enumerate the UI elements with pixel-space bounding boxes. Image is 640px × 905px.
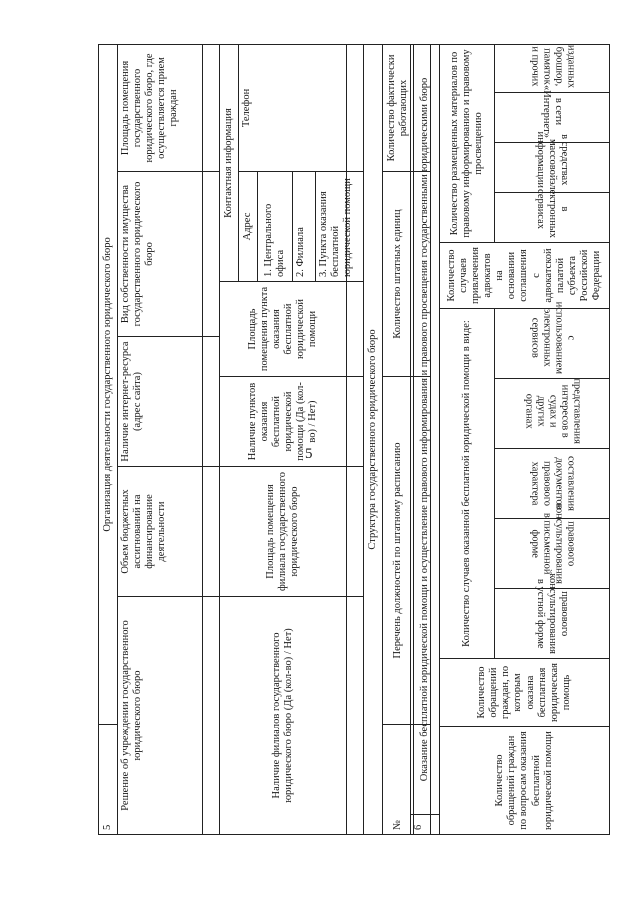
point-area-header: Площадь помещения пункта оказания бесплатной юридической помощи <box>220 282 347 377</box>
staff-units-header: Количество штатных единиц <box>383 172 414 377</box>
structure-number-header: № <box>383 725 414 835</box>
actual-staff-header: Количество фактически работающих <box>383 44 414 171</box>
empty-cell <box>347 377 364 467</box>
empty-cell <box>203 467 220 597</box>
materials-header: Количество размещенных материалов по правовому информированию и правовому просвещению <box>440 44 495 242</box>
empty-cell <box>203 597 220 835</box>
material-type-brochures <box>495 44 610 92</box>
case-type-written <box>495 503 610 589</box>
phone-header: Телефон <box>239 44 347 171</box>
address-item: 1. Центрального офиса <box>258 172 293 282</box>
case-type-representation <box>495 379 610 449</box>
page-number: 5 <box>305 446 313 462</box>
decision-header: Решение об учреждении государственного юридического бюро <box>118 597 203 835</box>
empty-cell <box>203 44 220 171</box>
empty-cell <box>203 172 220 337</box>
section6-table <box>410 44 610 835</box>
case-type-documents-label: составления документов правового характера <box>528 456 577 511</box>
section5-title: Организация деятельности государственного юридического бюро <box>99 44 118 724</box>
address-item <box>293 172 354 282</box>
case-type-representation-label: представления интересов в судах и других органах <box>522 378 583 444</box>
website-header: Наличие интернет-ресурса (адрес сайта) <box>118 337 203 467</box>
structure-title: Структура государственного юридического бюро <box>364 44 383 834</box>
empty-cell <box>203 337 220 467</box>
requests-header: Количество обращений граждан по вопросам оказания бесплатной юридической помощи <box>440 727 610 835</box>
office-area-header: Площадь помещения государственного юридического бюро, где осуществляется прием граждан <box>118 44 203 171</box>
case-type-electronic-label: с использованием электронных сервисов <box>528 301 577 375</box>
property-header: Вид собственности имущества государственного юридического бюро <box>118 172 203 337</box>
cases-header: Количество случаев оказанной бесплатной юридической помощи в виде: <box>440 309 495 659</box>
empty-cell <box>347 467 364 597</box>
section5-number: 5 <box>99 725 118 835</box>
material-type-media-label: в средствах массовой информации <box>534 131 571 189</box>
case-type-documents <box>495 449 610 519</box>
branches-header: Наличие филиалов государственного юридического бюро (Да (кол-во) / Нет) <box>220 597 347 835</box>
material-type-internet <box>495 84 610 143</box>
material-type-internet-label: в сети «Интернет» <box>541 84 565 139</box>
case-type-oral-label: правового консультирования в устной форме <box>534 573 571 655</box>
material-type-media <box>495 131 610 193</box>
lawyers-header: Количество случаев привлечения адвокатов на основании соглашения с адвокатской палатой субъекта Российской Федерации <box>440 243 610 309</box>
branch-area-header: Площадь помещения филиала государственного юридического бюро <box>220 467 347 597</box>
material-type-electronic-label: в электронных сервисах <box>534 180 571 239</box>
address-item-point: 3. Пункта оказания бесплатной юридической помощи <box>318 178 354 277</box>
section6-title: Оказание бесплатной юридической помощи и осуществление правового информирования и правового просвещения государственными юридическими бюро <box>411 44 440 814</box>
address-item-branch: 2. Филиала <box>293 172 316 281</box>
material-type-brochures-label: изданных брошюр, памяток и прочих <box>528 44 577 88</box>
case-type-electronic <box>495 301 610 379</box>
granted-header: Количество обращений граждан, по которым оказана бесплатная юридическая помощь <box>440 659 610 727</box>
points-header: Наличие пунктов оказания бесплатной юридической помощи (Да (кол-во) / Нет) <box>220 377 347 467</box>
section6-number: 6 <box>411 815 440 835</box>
rotated-page-content <box>80 45 640 845</box>
budget-header: Объем бюджетных ассигнований на финансирование деятельности <box>118 467 203 597</box>
material-type-electronic <box>495 180 610 243</box>
empty-cell <box>347 597 364 835</box>
section5-table <box>98 44 431 835</box>
contacts-header: Контактная информация <box>220 44 239 281</box>
empty-cell <box>347 44 364 171</box>
empty-cell <box>347 282 364 377</box>
case-type-oral <box>495 573 610 659</box>
case-type-written-label: правового консультирования в письменной форме <box>528 503 577 585</box>
positions-header: Перечень должностей по штатному расписанию <box>383 377 414 725</box>
address-header: Адрес <box>239 172 258 282</box>
